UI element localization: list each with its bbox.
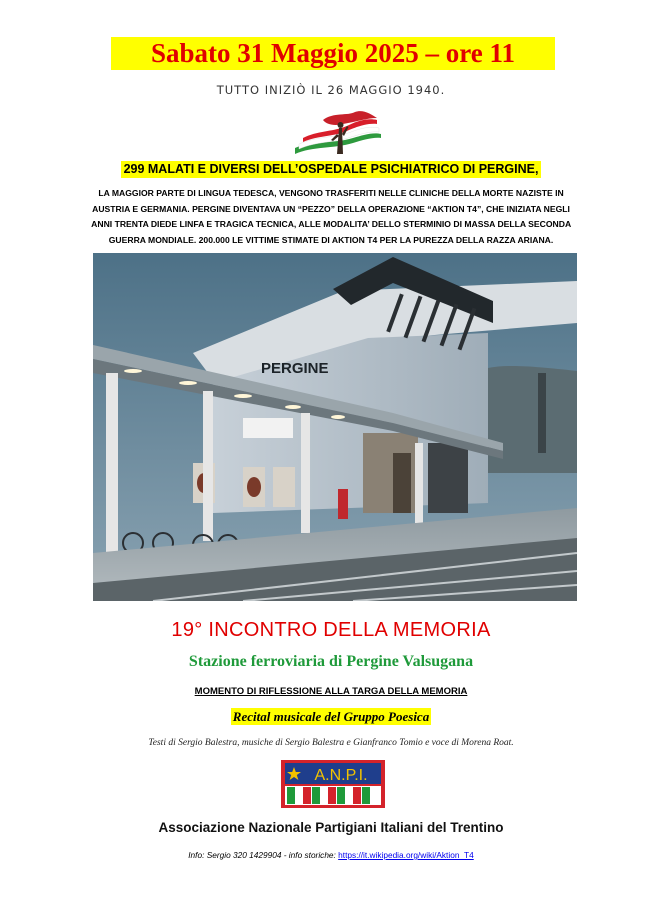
flag-logo-icon <box>293 110 383 156</box>
event-moment: MOMENTO DI RIFLESSIONE ALLA TARGA DELLA MEMORIA <box>194 686 468 697</box>
body-text-part: GUERRA MONDIALE. <box>108 234 199 245</box>
intro-line: TUTTO INIZIÒ IL 26 MAGGIO 1940. <box>216 83 446 97</box>
body-text-part: LA MAGGIOR PARTE DI LINGUA TEDESCA, VENGONO TRASFERITI NELLE CLINICHE DELLA MORTE NAZISTE IN AUSTRIA E <box>92 188 564 214</box>
body-text-part: . PERGINE DIVENTAVA UN “PEZZO” DELLA OPERAZIONE “AKTION T4”, CHE INIZIATA NEGLI ANNI TRENTA DIEDE LINFA E TRAGICA TECNICA, ALLE MODALITA’ DELLO STERMINIO DI MASSA DELLA <box>91 203 570 230</box>
anpi-logo-icon <box>281 760 385 808</box>
info-line <box>0 850 662 860</box>
body-text-bold: 200.000 LE VITTIME STIMATE DI AKTION T4 PER LA PUREZZA DELLA RAZZA ARIANA. <box>198 234 554 245</box>
body-text-bold: SECONDA <box>528 219 571 230</box>
info-contact: Info: Sergio 320 1429904 - info storiche: <box>188 850 339 860</box>
event-location: Stazione ferroviaria di Pergine Valsugana <box>188 653 474 670</box>
station-photo <box>93 253 577 601</box>
anpi-logo-text: A.N.P.I. <box>314 767 368 784</box>
wikipedia-link[interactable]: https://it.wikipedia.org/wiki/Aktion_T4 <box>338 850 474 860</box>
body-text-bold: GERMANIA <box>140 203 188 214</box>
event-credits: Testi di Sergio Balestra, musiche di Sergio Balestra e Gianfranco Tomio e voce di Morena Roat. <box>148 738 514 748</box>
station-sign: PERGINE <box>261 360 329 377</box>
date-banner: Sabato 31 Maggio 2025 – ore 11 <box>111 37 555 70</box>
headline: 299 MALATI E DIVERSI DELL’OSPEDALE PSICHIATRICO DI PERGINE, <box>121 161 542 178</box>
association-name: Associazione Nazionale Partigiani Italiani del Trentino <box>158 820 504 835</box>
article-body <box>85 186 577 248</box>
recital-title: Recital musicale del Gruppo Poesica <box>232 709 430 724</box>
event-title: 19° INCONTRO DELLA MEMORIA <box>171 619 491 641</box>
